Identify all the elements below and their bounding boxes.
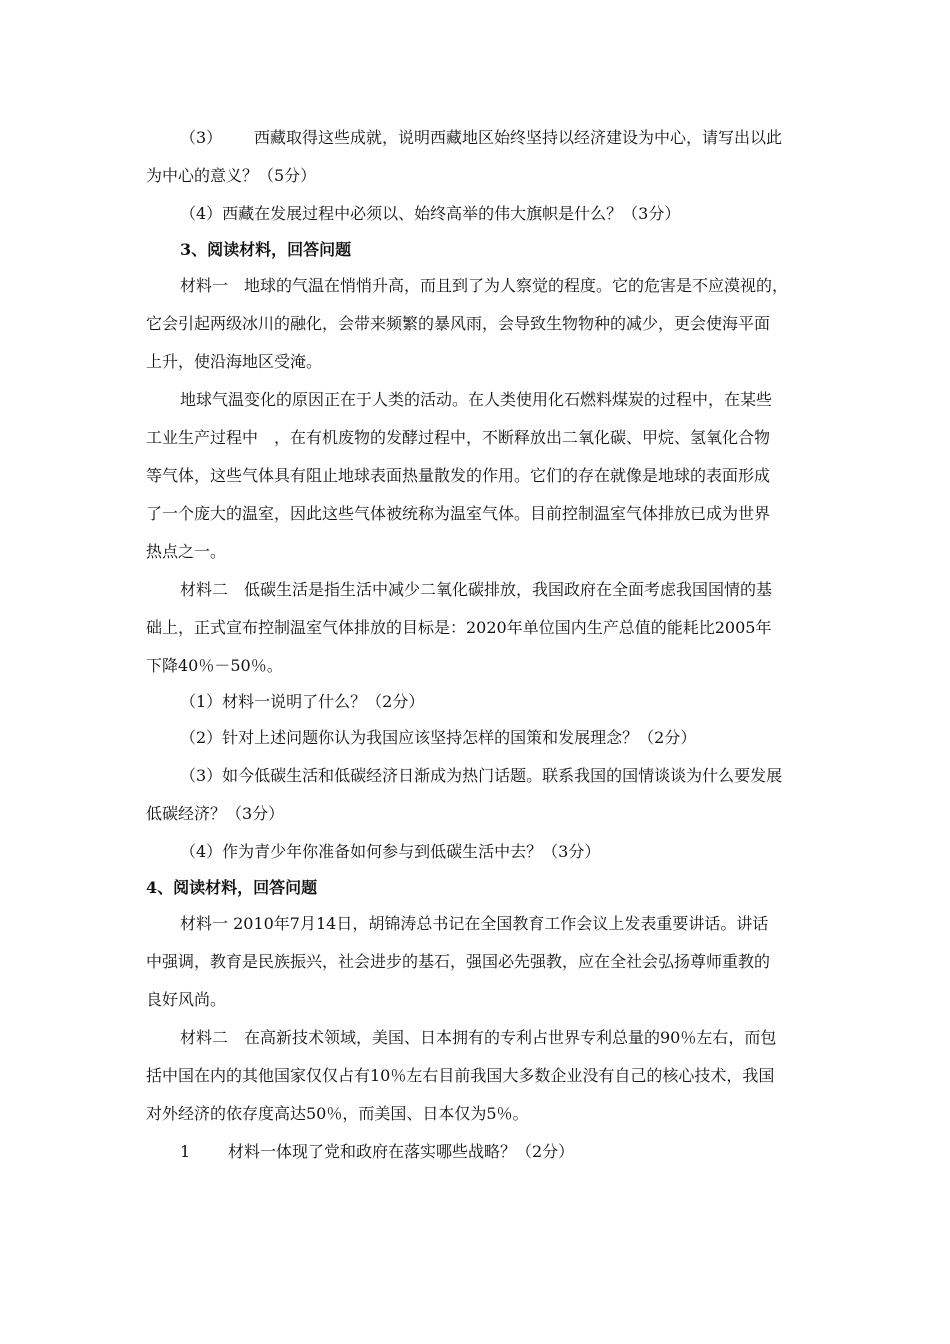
q2-sub4: （4）西藏在发展过程中必须以、始终高举的伟大旗帜是什么？（3分）: [180, 204, 681, 223]
q4-material2-line: 材料二 在高新技术领域，美国、日本拥有的专利占世界专利总量的90％左右，而包: [180, 1028, 777, 1047]
q4-heading: 4、阅读材料，回答问题: [146, 878, 318, 897]
q4-material1-line: 良好风尚。: [146, 990, 227, 1009]
q4-sub1-text: 材料一体现了党和政府在落实哪些战略？（2分）: [228, 1142, 575, 1161]
q3-material1b-line: 地球气温变化的原因正在于人类的活动。在人类使用化石燃料煤炭的过程中，在某些: [180, 390, 773, 409]
q2-sub3-number: （3）: [180, 128, 223, 147]
q3-material1-line: 它会引起两级冰川的融化，会带来频繁的暴风雨，会导致生物物种的减少，更会使海平面: [146, 314, 771, 333]
q3-sub1: （1）材料一说明了什么？（2分）: [180, 692, 425, 711]
q2-sub3-text: 西藏取得这些成就，说明西藏地区始终坚持以经济建设为中心，请写出以此: [254, 128, 783, 147]
q3-material1b-line: 了一个庞大的温室，因此这些气体被统称为温室气体。目前控制温室气体排放已成为世界: [146, 504, 771, 523]
q3-sub2: （2）针对上述问题你认为我国应该坚持怎样的国策和发展理念？（2分）: [180, 728, 697, 747]
q3-material1b-line: 热点之一。: [146, 542, 227, 561]
q3-material2-line: 下降40％－50％。: [146, 656, 283, 675]
q3-material1-line: 上升，使沿海地区受淹。: [146, 352, 323, 371]
q3-material1-line: 材料一 地球的气温在悄悄升高，而且到了为人察觉的程度。它的危害是不应漠视的，: [180, 276, 789, 295]
q3-material1b-line: 等气体，这些气体具有阻止地球表面热量散发的作用。它们的存在就像是地球的表面形成: [146, 466, 771, 485]
q2-sub3-text-cont: 为中心的意义？（5分）: [146, 166, 317, 185]
q4-sub1-number: 1: [180, 1142, 191, 1161]
q4-material2-line: 对外经济的依存度高达50％，而美国、日本仅为5％。: [146, 1104, 529, 1123]
q4-material2-line: 括中国在内的其他国家仅仅占有10％左右目前我国大多数企业没有自己的核心技术，我国: [146, 1066, 775, 1085]
q4-material1-line: 中强调，教育是民族振兴，社会进步的基石，强国必先强教，应在全社会弘扬尊师重教的: [146, 952, 771, 971]
q3-heading: 3、阅读材料，回答问题: [180, 240, 352, 259]
q3-sub3: （3）如今低碳生活和低碳经济日渐成为热门话题。联系我国的国情谈谈为什么要发展: [180, 766, 783, 785]
q3-material2-line: 础上，正式宣布控制温室气体排放的目标是：2020年单位国内生产总值的能耗比2005年: [146, 618, 772, 637]
q3-material2-line: 材料二 低碳生活是指生活中减少二氧化碳排放，我国政府在全面考虑我国国情的基: [180, 580, 773, 599]
q3-sub3-cont: 低碳经济？（3分）: [146, 804, 285, 823]
q3-material1b-line: 工业生产过程中 ，在有机废物的发酵过程中，不断释放出二氧化碳、甲烷、氢氧化合物: [146, 428, 771, 447]
q3-sub4: （4）作为青少年你准备如何参与到低碳生活中去？（3分）: [180, 842, 601, 861]
q4-material1-line: 材料一 2010年7月14日，胡锦涛总书记在全国教育工作会议上发表重要讲话。讲话: [180, 914, 769, 933]
